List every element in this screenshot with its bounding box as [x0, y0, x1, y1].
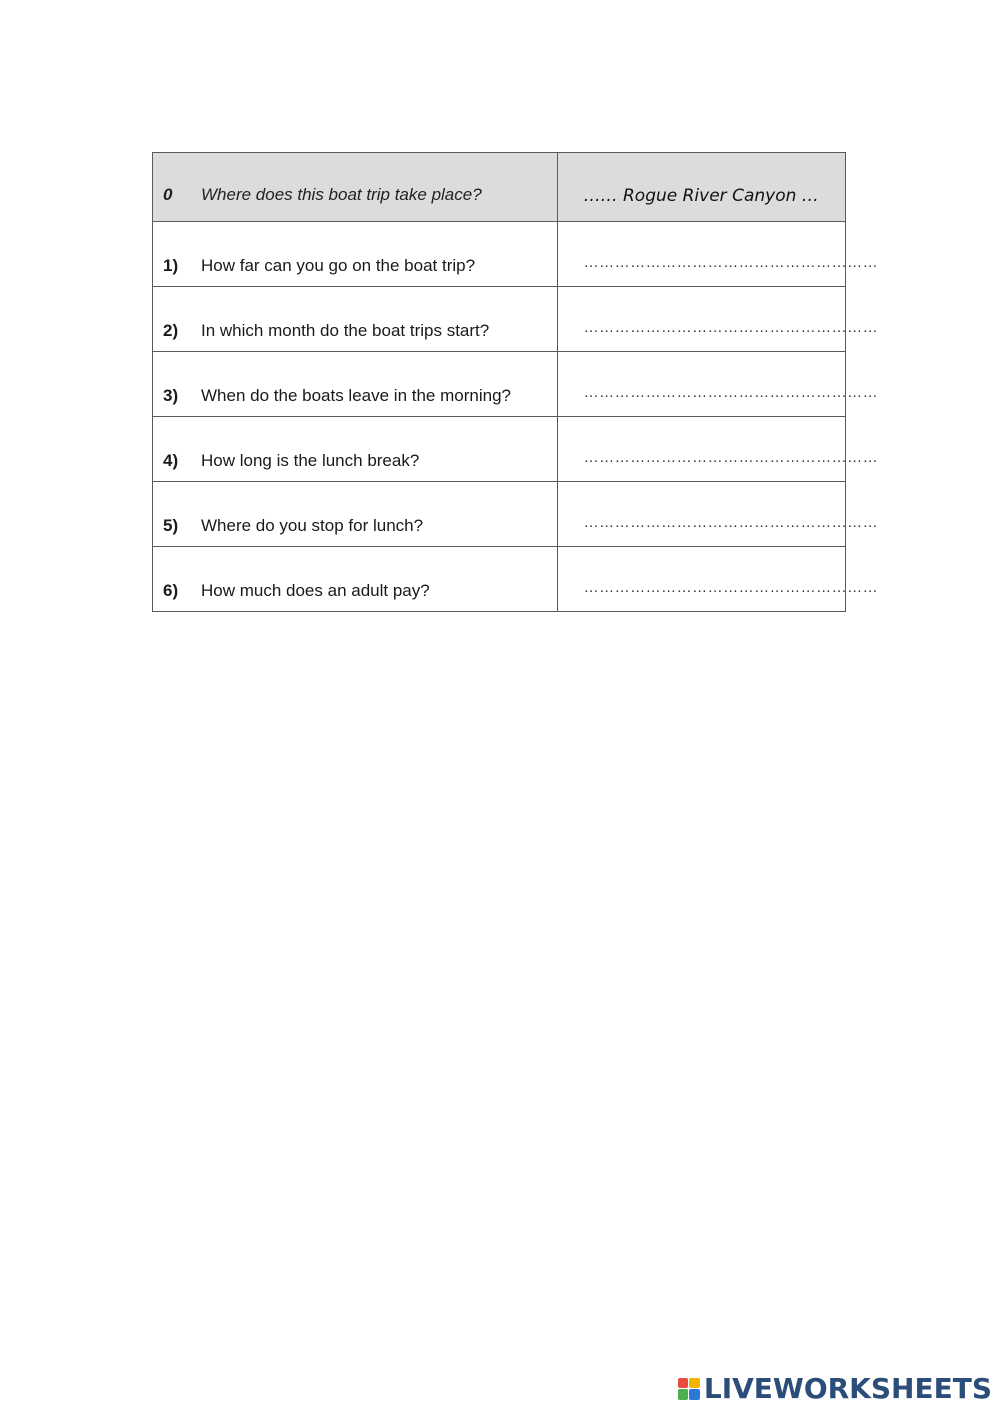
example-answer-cell	[557, 153, 845, 222]
question-row	[153, 417, 846, 482]
question-text: How much does an adult pay?	[201, 581, 430, 600]
question-row	[153, 287, 846, 352]
liveworksheets-logo-icon	[678, 1378, 700, 1400]
answer-blank[interactable]: …………………………………………………	[583, 254, 879, 271]
question-cell	[153, 287, 558, 352]
question-cell	[153, 352, 558, 417]
question-text: How far can you go on the boat trip?	[201, 256, 476, 275]
question-number: 0	[163, 185, 173, 204]
question-number: 3)	[163, 386, 179, 405]
question-text: When do the boats leave in the morning?	[201, 386, 511, 405]
answer-cell[interactable]	[557, 287, 879, 352]
question-number: 2)	[163, 321, 179, 340]
question-number: 5)	[163, 516, 179, 535]
answer-blank[interactable]: …………………………………………………	[583, 514, 879, 531]
question-text: In which month do the boat trips start?	[201, 321, 490, 340]
question-row	[153, 482, 846, 547]
answer-cell[interactable]	[557, 417, 879, 482]
question-text: How long is the lunch break?	[201, 451, 420, 470]
question-text: Where does this boat trip take place?	[201, 185, 482, 204]
answer-cell[interactable]	[557, 222, 879, 287]
question-number: 6)	[163, 581, 179, 600]
answer-blank[interactable]: …………………………………………………	[583, 384, 879, 401]
question-cell	[153, 482, 558, 547]
question-cell	[153, 547, 558, 612]
question-number: 4)	[163, 451, 179, 470]
answer-blank[interactable]: …………………………………………………	[583, 319, 879, 336]
brand-name: LIVEWORKSHEETS	[703, 1372, 992, 1405]
answer-cell[interactable]	[557, 547, 879, 612]
answer-blank[interactable]: …………………………………………………	[583, 449, 879, 466]
logo-square	[689, 1378, 700, 1389]
questions-table	[152, 152, 879, 612]
answer-blank[interactable]: …………………………………………………	[583, 579, 879, 596]
question-cell	[153, 417, 558, 482]
logo-square	[678, 1389, 689, 1400]
liveworksheets-brand[interactable]	[678, 1372, 992, 1405]
example-question-cell	[153, 153, 558, 222]
logo-square	[678, 1378, 689, 1389]
example-answer: …… Rogue River Canyon …	[583, 186, 819, 206]
answer-cell[interactable]	[557, 482, 879, 547]
question-row	[153, 547, 846, 612]
question-row	[153, 352, 846, 417]
logo-square	[689, 1389, 700, 1400]
question-row	[153, 222, 846, 287]
question-text: Where do you stop for lunch?	[201, 516, 424, 535]
example-row	[153, 153, 846, 222]
answer-cell[interactable]	[557, 352, 879, 417]
question-cell	[153, 222, 558, 287]
question-number: 1)	[163, 256, 179, 275]
